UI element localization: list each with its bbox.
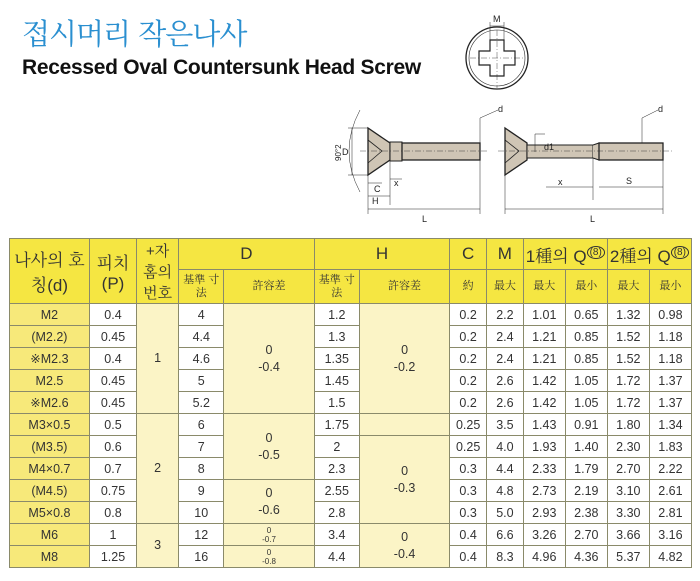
cell-d-tol-1: 0 -0.4 [224, 304, 314, 414]
cell-q1-max: 2.33 [523, 458, 565, 480]
cell-q1-min: 0.65 [565, 304, 607, 326]
cell-q2-max: 3.30 [607, 502, 649, 524]
header-m-max: 最大 [487, 270, 524, 304]
cell-pitch: 0.7 [89, 458, 136, 480]
cell-recess-group-2: 2 [137, 414, 179, 524]
cell-pitch: 0.6 [89, 436, 136, 458]
cell-name: M8 [10, 546, 90, 568]
label-d-head: D [342, 147, 349, 157]
table-row [10, 458, 692, 480]
table-row [10, 326, 692, 348]
cell-m: 2.2 [487, 304, 524, 326]
label-d-right: d [658, 104, 664, 114]
cell-d: 5.2 [179, 392, 224, 414]
cell-c: 0.25 [450, 414, 487, 436]
cell-q2-min: 2.22 [649, 458, 691, 480]
cell-pitch: 0.5 [89, 414, 136, 436]
header-recess-no: +자 홈의 번호 [137, 239, 179, 304]
cell-d-tol-2: 0 -0.5 [224, 414, 314, 480]
cell-recess-group-1: 1 [137, 304, 179, 414]
cell-m: 4.8 [487, 480, 524, 502]
cell-q1-min: 2.70 [565, 524, 607, 546]
cell-name: (M4.5) [10, 480, 90, 502]
cell-q1-min: 2.38 [565, 502, 607, 524]
cell-q2-min: 4.82 [649, 546, 691, 568]
cell-pitch: 0.45 [89, 370, 136, 392]
page-title-english: Recessed Oval Countersunk Head Screw [22, 56, 421, 79]
cell-c: 0.4 [450, 546, 487, 568]
cell-q2-min: 3.16 [649, 524, 691, 546]
cell-h: 2.3 [314, 458, 359, 480]
cell-name: M6 [10, 524, 90, 546]
label-x-left: x [394, 178, 399, 188]
header-d-nominal: 基準 寸法 [179, 270, 224, 304]
label-l-left: L [422, 214, 428, 224]
header-q2-min: 最小 [649, 270, 691, 304]
header-h-nominal: 基準 寸法 [314, 270, 359, 304]
cell-q1-max: 3.26 [523, 524, 565, 546]
cell-h: 1.75 [314, 414, 359, 436]
cell-q1-min: 1.05 [565, 392, 607, 414]
spec-table [9, 238, 692, 568]
cell-c: 0.3 [450, 480, 487, 502]
cell-q2-max: 2.70 [607, 458, 649, 480]
cell-q2-max: 1.80 [607, 414, 649, 436]
header-q2: 2種의 Q $^{(8)}$ [607, 239, 691, 270]
cell-m: 6.6 [487, 524, 524, 546]
cell-name: (M3.5) [10, 436, 90, 458]
cell-q2-max: 1.72 [607, 370, 649, 392]
cell-q2-min: 1.37 [649, 392, 691, 414]
table-row [10, 304, 692, 326]
table-row [10, 546, 692, 568]
header-q1: 1種의 Q $^{(8)}$ [523, 239, 607, 270]
cell-h: 1.5 [314, 392, 359, 414]
header-h-tolerance: 許容差 [359, 270, 449, 304]
header-q2-max: 最大 [607, 270, 649, 304]
label-d1: d1 [544, 142, 555, 152]
cell-q2-min: 2.81 [649, 502, 691, 524]
side-view-left [334, 104, 503, 224]
cell-m: 3.5 [487, 414, 524, 436]
page-title-korean: 접시머리 작은나사 [22, 17, 247, 51]
cell-pitch: 0.45 [89, 392, 136, 414]
cell-q1-min: 1.40 [565, 436, 607, 458]
label-angle: 90°2 [334, 144, 343, 161]
label-l-right: L [590, 214, 596, 224]
cell-name: M2.5 [10, 370, 90, 392]
cell-pitch: 1 [89, 524, 136, 546]
cell-c: 0.3 [450, 458, 487, 480]
cell-recess-group-3: 3 [137, 524, 179, 568]
cell-h: 2.55 [314, 480, 359, 502]
cell-pitch: 1.25 [89, 546, 136, 568]
cell-h: 1.3 [314, 326, 359, 348]
cell-d-tol-4: 0 -0.7 [224, 524, 314, 546]
cell-pitch: 0.8 [89, 502, 136, 524]
cell-d: 9 [179, 480, 224, 502]
cell-name: ※M2.3 [10, 348, 90, 370]
cell-h: 1.35 [314, 348, 359, 370]
cell-q2-max: 3.10 [607, 480, 649, 502]
cell-q1-max: 1.93 [523, 436, 565, 458]
header-h: H [314, 239, 450, 270]
table-row [10, 414, 692, 436]
table-row [10, 348, 692, 370]
label-d: d [498, 104, 504, 114]
side-view-right [498, 104, 672, 224]
cell-c: 0.2 [450, 348, 487, 370]
cell-c: 0.25 [450, 436, 487, 458]
cell-q2-max: 5.37 [607, 546, 649, 568]
label-s: S [626, 176, 633, 186]
table-row [10, 480, 692, 502]
cell-d-tol-5: 0 -0.8 [224, 546, 314, 568]
cell-h: 2 [314, 436, 359, 458]
cell-c: 0.4 [450, 524, 487, 546]
cell-q2-max: 1.52 [607, 326, 649, 348]
cell-q2-min: 1.34 [649, 414, 691, 436]
cell-c: 0.2 [450, 392, 487, 414]
cell-q1-max: 2.93 [523, 502, 565, 524]
cell-h: 4.4 [314, 546, 359, 568]
cell-m: 5.0 [487, 502, 524, 524]
header-d: D [179, 239, 315, 270]
label-h: H [372, 196, 379, 206]
cell-q1-min: 0.85 [565, 326, 607, 348]
cell-q1-max: 2.73 [523, 480, 565, 502]
cell-d: 4.4 [179, 326, 224, 348]
cell-m: 2.6 [487, 370, 524, 392]
cell-name: (M2.2) [10, 326, 90, 348]
cell-h: 3.4 [314, 524, 359, 546]
cell-q1-min: 0.91 [565, 414, 607, 436]
cell-q1-max: 1.42 [523, 370, 565, 392]
cell-q2-max: 1.32 [607, 304, 649, 326]
cell-h-tol-blank [359, 414, 449, 436]
cell-pitch: 0.4 [89, 304, 136, 326]
table-row [10, 436, 692, 458]
cell-pitch: 0.4 [89, 348, 136, 370]
cell-d: 10 [179, 502, 224, 524]
table-row [10, 502, 692, 524]
cell-d: 6 [179, 414, 224, 436]
cell-q1-max: 4.96 [523, 546, 565, 568]
cell-q1-max: 1.21 [523, 326, 565, 348]
header-c-approx: 約 [450, 270, 487, 304]
cell-m: 2.6 [487, 392, 524, 414]
cell-m: 2.4 [487, 348, 524, 370]
cell-q2-max: 1.72 [607, 392, 649, 414]
header-q1-min: 最小 [565, 270, 607, 304]
table-row [10, 370, 692, 392]
screw-drawing [330, 0, 700, 232]
label-m: M [493, 14, 501, 24]
cell-h-tol-2: 0 -0.3 [359, 436, 449, 524]
cell-q2-min: 1.83 [649, 436, 691, 458]
cell-name: M3×0.5 [10, 414, 90, 436]
table-row [10, 392, 692, 414]
cell-q2-max: 3.66 [607, 524, 649, 546]
cell-q2-max: 1.52 [607, 348, 649, 370]
cell-q1-min: 1.79 [565, 458, 607, 480]
cell-c: 0.2 [450, 370, 487, 392]
cell-q1-max: 1.43 [523, 414, 565, 436]
cell-q1-min: 2.19 [565, 480, 607, 502]
cell-d-tol-3: 0 -0.6 [224, 480, 314, 524]
cell-h-tol-3: 0 -0.4 [359, 524, 449, 568]
header-m: M [487, 239, 524, 270]
cell-q1-max: 1.01 [523, 304, 565, 326]
cell-d: 8 [179, 458, 224, 480]
cell-q2-min: 1.18 [649, 326, 691, 348]
cell-d: 16 [179, 546, 224, 568]
cell-q1-min: 1.05 [565, 370, 607, 392]
header-d-tolerance: 許容差 [224, 270, 314, 304]
cell-h: 1.45 [314, 370, 359, 392]
cell-d: 12 [179, 524, 224, 546]
cell-d: 7 [179, 436, 224, 458]
cell-d: 4.6 [179, 348, 224, 370]
header-c: C [450, 239, 487, 270]
cell-q2-max: 2.30 [607, 436, 649, 458]
cell-q2-min: 1.18 [649, 348, 691, 370]
header-pitch: 피치 (P) [89, 239, 136, 304]
cell-d: 4 [179, 304, 224, 326]
cell-q2-min: 1.37 [649, 370, 691, 392]
cell-q1-max: 1.21 [523, 348, 565, 370]
cell-q2-min: 0.98 [649, 304, 691, 326]
cell-h-tol-1: 0 -0.2 [359, 304, 449, 414]
cell-q1-min: 4.36 [565, 546, 607, 568]
label-x-right: x [558, 177, 563, 187]
cell-q1-max: 1.42 [523, 392, 565, 414]
top-view [466, 14, 528, 89]
cell-pitch: 0.75 [89, 480, 136, 502]
label-c: C [374, 184, 381, 194]
cell-m: 2.4 [487, 326, 524, 348]
cell-q1-min: 0.85 [565, 348, 607, 370]
cell-name: M2 [10, 304, 90, 326]
cell-name: ※M2.6 [10, 392, 90, 414]
header-name: 나사의 호칭(d) [10, 239, 90, 304]
cell-c: 0.2 [450, 304, 487, 326]
cell-m: 4.0 [487, 436, 524, 458]
cell-c: 0.3 [450, 502, 487, 524]
cell-c: 0.2 [450, 326, 487, 348]
table-row [10, 524, 692, 546]
cell-pitch: 0.45 [89, 326, 136, 348]
cell-name: M5×0.8 [10, 502, 90, 524]
header-q1-max: 最大 [523, 270, 565, 304]
cell-h: 1.2 [314, 304, 359, 326]
cell-name: M4×0.7 [10, 458, 90, 480]
cell-q2-min: 2.61 [649, 480, 691, 502]
cell-m: 4.4 [487, 458, 524, 480]
cell-h: 2.8 [314, 502, 359, 524]
cell-d: 5 [179, 370, 224, 392]
cell-m: 8.3 [487, 546, 524, 568]
